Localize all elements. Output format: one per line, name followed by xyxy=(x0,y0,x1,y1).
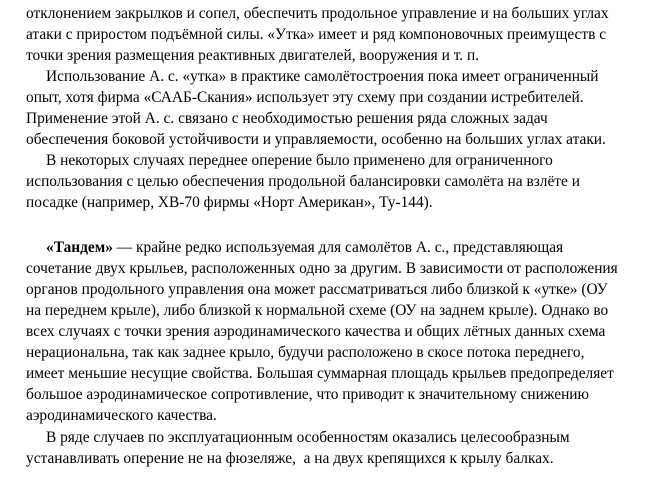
term-definition: — крайне редко используемая для самолётов А. с., представляющая xyxy=(112,239,564,256)
text-line: точки зрения размещения реактивных двигателей, вооружения и т. п. xyxy=(26,47,480,64)
text-line: имеет меньшие несущие свойства. Большая суммарная площадь крыльев предопределяет xyxy=(26,365,614,382)
text-line: органов продольного управления она может рассматриваться либо близкой к «утке» (ОУ xyxy=(26,281,608,298)
text-line: обеспечения боковой устойчивости и управляемости, особенно на больших углах атаки. xyxy=(26,131,606,148)
text-line: отклонением закрылков и сопел, обеспечить продольное управление и на больших углах xyxy=(26,5,609,22)
text-line: В ряде случаев по эксплуатационным особенностям оказались целесообразным xyxy=(46,429,570,446)
text-line: устанавливать оперение не на фюзеляже, а на двух крепящихся к крылу балках. xyxy=(26,450,554,467)
text-line: большое аэродинамическое сопротивление, что приводит к значительному снижению xyxy=(26,386,590,403)
text-line: атаки с приростом подъёмной силы. «Утка» имеет и ряд компоновочных преимуществ с xyxy=(26,26,607,43)
text-line: Применение этой А. с. связано с необходимостью решения ряда сложных задач xyxy=(26,110,548,127)
text-line: Использование А. с. «утка» в практике самолётостроения пока имеет ограниченный xyxy=(46,68,599,85)
term-tandem: «Тандем» xyxy=(46,239,113,256)
text-line: посадке (например, ХВ-70 фирмы «Норт Американ», Ту-144). xyxy=(26,194,433,211)
text-line: использования с целью обеспечения продольной балансировки самолёта на взлёте и xyxy=(26,173,580,190)
text-line: нерациональна, так как заднее крыло, будучи расположено в скосе потока переднего, xyxy=(26,344,585,361)
text-line: на переднем крыле), либо близкой к нормальной схеме (ОУ на заднем крыле). Однако во xyxy=(26,302,609,319)
text-line: В некоторых случаях переднее оперение было применено для ограниченного xyxy=(46,152,553,169)
text-line: сочетание двух крыльев, расположенных одно за другим. В зависимости от расположения xyxy=(26,260,618,277)
text-line: опыт, хотя фирма «СААБ-Скания» использует эту схему при создании истребителей. xyxy=(26,89,584,106)
text-line: аэродинамического качества. xyxy=(26,407,217,424)
text-line: всех случаях с точки зрения аэродинамического качества и общих лётных данных схема xyxy=(26,323,606,340)
text-line xyxy=(46,237,563,258)
